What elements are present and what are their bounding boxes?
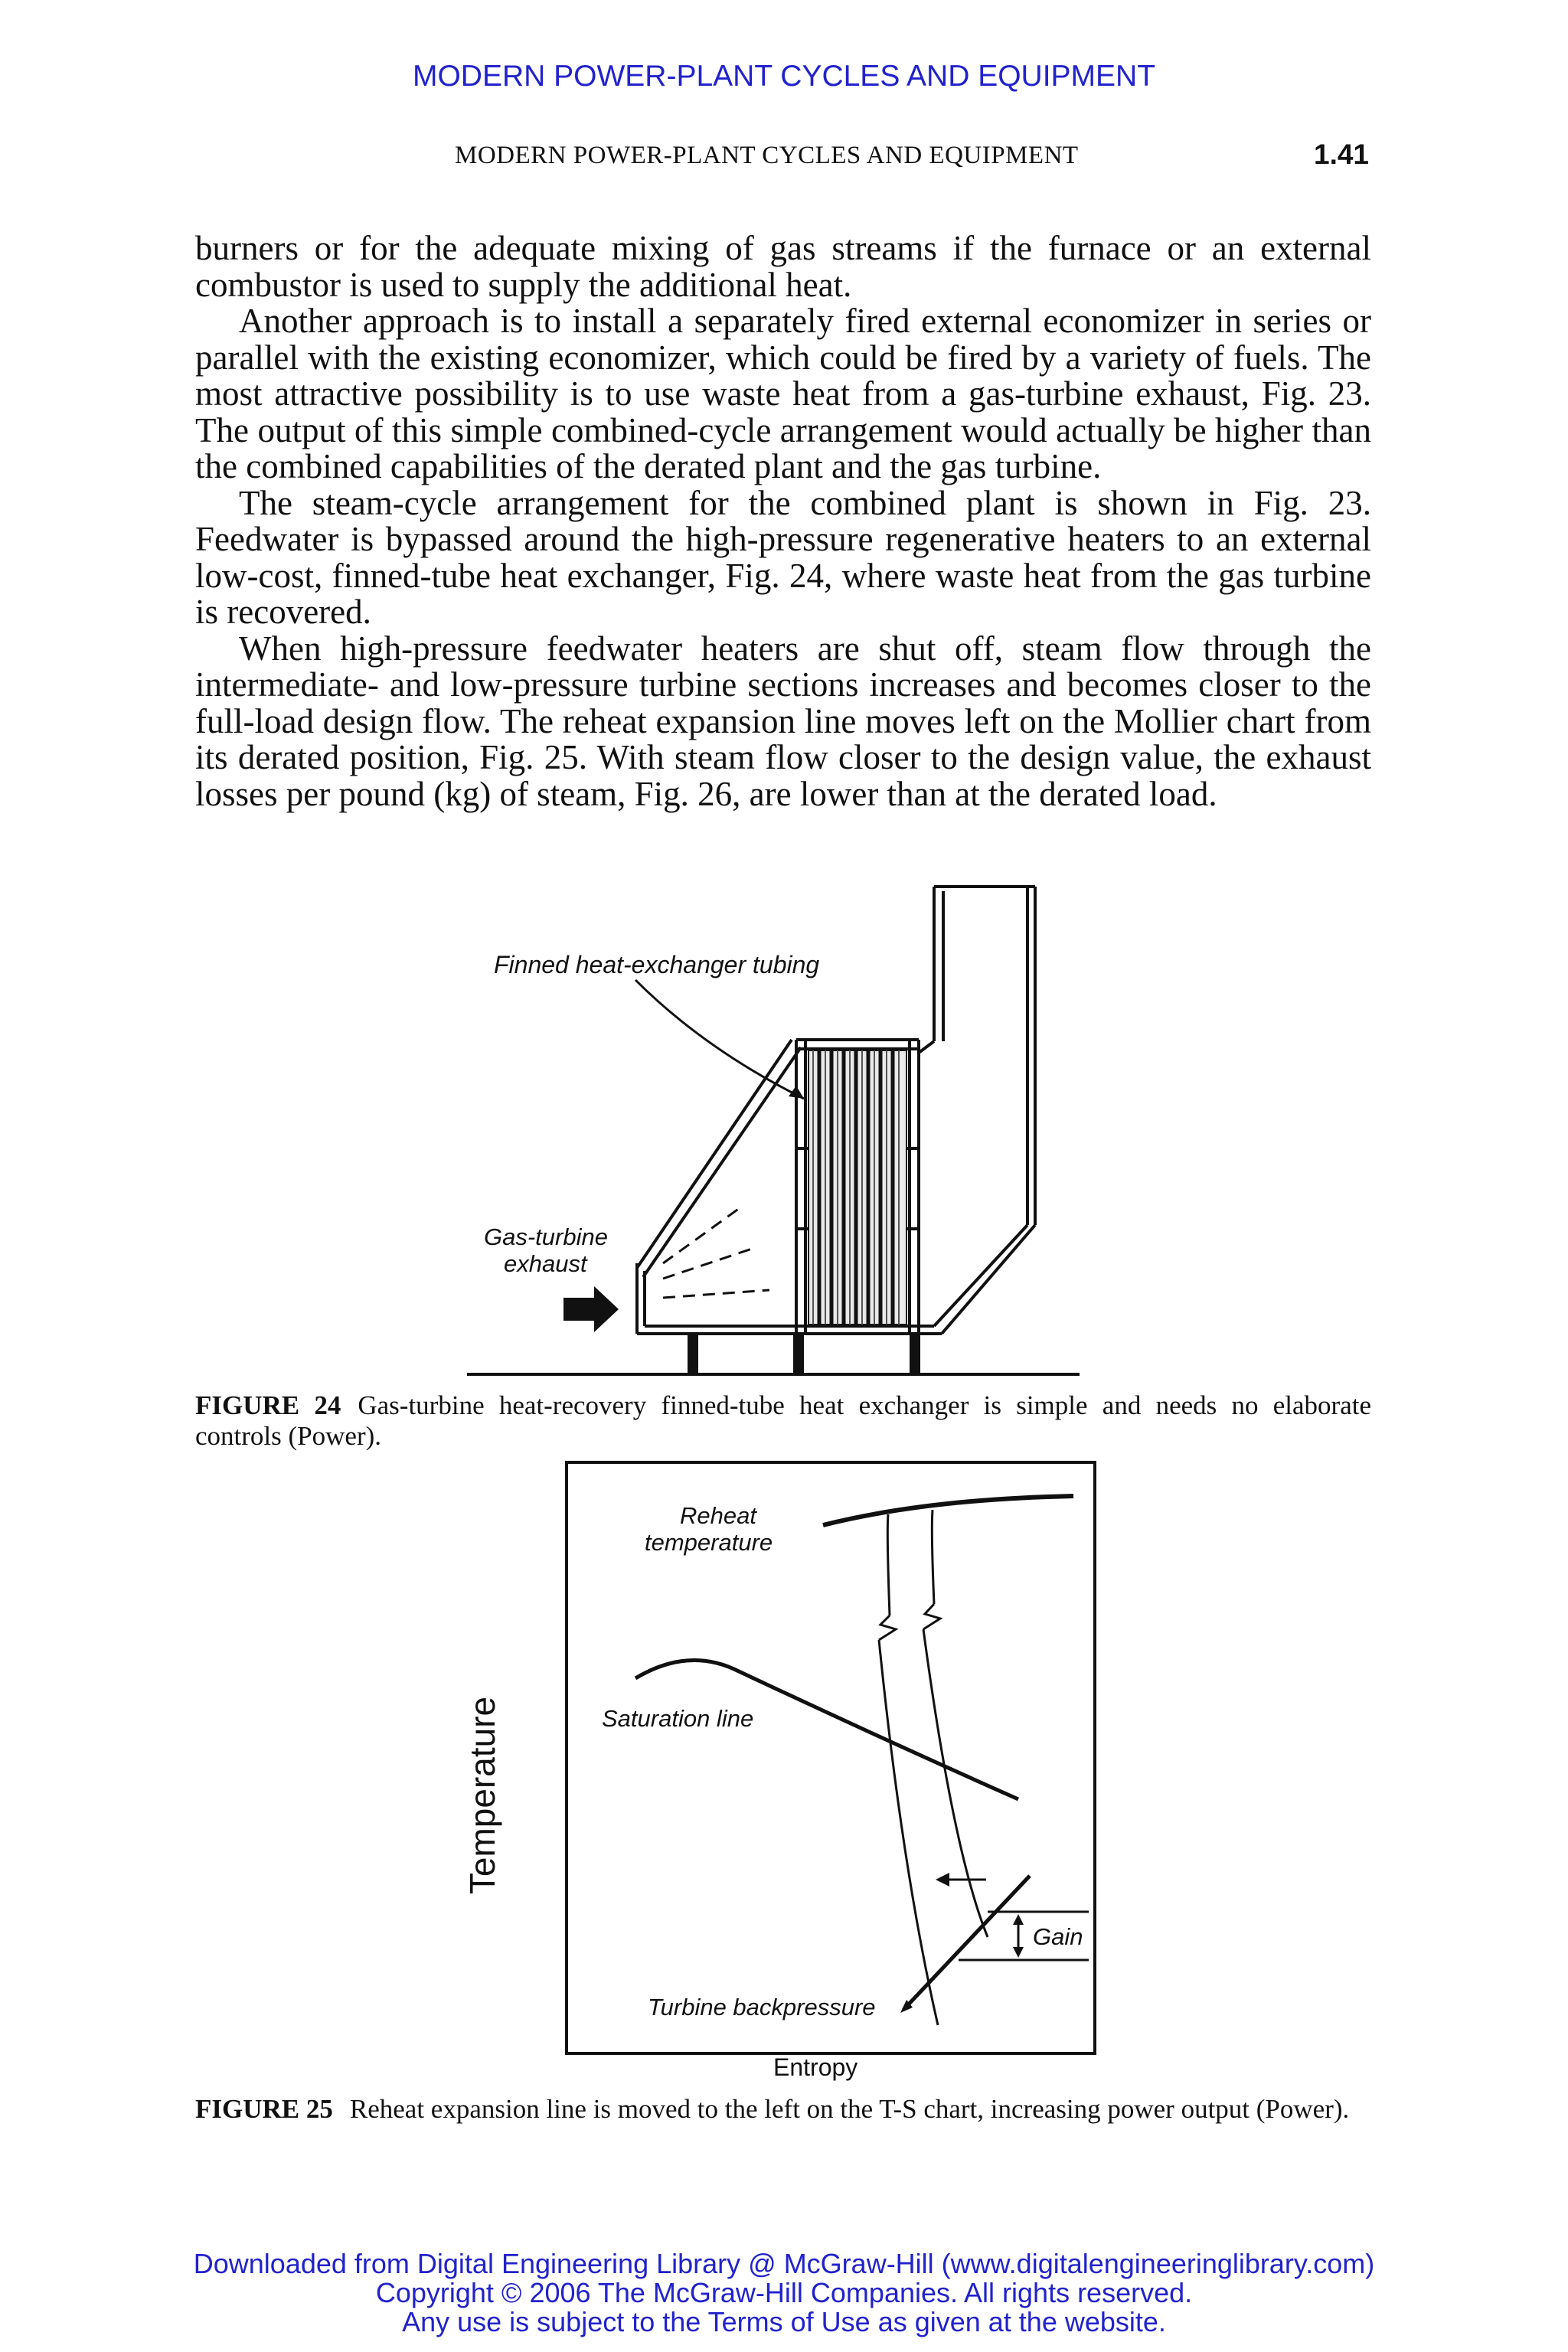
body-text xyxy=(195,230,1371,812)
caption-text: Reheat expansion line is moved to the left on the T-S chart, increasing power output (Power). xyxy=(349,2094,1350,2124)
paragraph: The steam-cycle arrangement for the combined plant is shown in Fig. 23. Feedwater is bypassed around the high-pressure regenerative heaters to an external low-cost, finned-tube heat exchanger, Fig. 24, where waste heat from the gas turbine is recovered. xyxy=(195,483,1371,631)
footer-line: Copyright © 2006 The McGraw-Hill Companies. All rights reserved. xyxy=(375,2277,1193,2308)
label-exhaust: exhaust xyxy=(504,1250,587,1277)
footer-line: Any use is subject to the Terms of Use as given at the website. xyxy=(402,2306,1166,2337)
paragraph: Another approach is to install a separately fired external economizer in series or parallel with the existing economizer, which could be fired by a variety of fuels. The most attractive possibility is to use waste heat from a gas-turbine exhaust, Fig. 23. The output of this simple combined-cycle arrangement would actually be higher than the combined capabilities of the derated plant and the gas turbine. xyxy=(195,302,1371,485)
label-finned-tubing: Finned heat-exchanger tubing xyxy=(494,951,820,978)
paragraph: burners or for the adequate mixing of gas streams if the furnace or an external combustor is used to supply the additional heat. xyxy=(195,229,1371,304)
page-number: 1.41 xyxy=(1314,139,1370,170)
top-banner-title: MODERN POWER-PLANT CYCLES AND EQUIPMENT xyxy=(412,60,1156,93)
label-reheat: Reheat xyxy=(680,1502,756,1529)
y-axis-label: Temperature xyxy=(462,1696,502,1895)
label-temperature-curve: temperature xyxy=(645,1529,773,1556)
figure-24-caption xyxy=(195,1390,1371,1452)
running-head: MODERN POWER-PLANT CYCLES AND EQUIPMENT xyxy=(455,142,1079,169)
label-gain: Gain xyxy=(1033,1923,1083,1950)
figure-25-chart xyxy=(559,1455,1110,2060)
exhaust-arrow-icon xyxy=(564,1286,619,1332)
footer xyxy=(0,2249,1568,2337)
shift-arrow-icon xyxy=(936,1873,949,1886)
figure-number: FIGURE 25 xyxy=(195,2094,333,2124)
figure-number: FIGURE 24 xyxy=(195,1390,341,1420)
figure-25-caption xyxy=(195,2094,1371,2125)
paragraph: When high-pressure feedwater heaters are shut off, steam flow through the intermediate- and low-pressure turbine sections increases and becomes closer to the full-load design flow. The reheat expansion line moves left on the Mollier chart from its derated position, Fig. 25. With steam flow closer to the design value, the exhaust losses per pound (kg) of steam, Fig. 26, are lower than at the derated load. xyxy=(195,629,1371,813)
label-turbine-backpressure: Turbine backpressure xyxy=(648,1994,876,2020)
footer-line: Downloaded from Digital Engineering Library @ McGraw-Hill (www.digitalengineeringlibrary.com) xyxy=(193,2248,1375,2279)
label-gas-turbine: Gas-turbine xyxy=(484,1223,608,1250)
x-axis-label: Entropy xyxy=(773,2053,858,2081)
reheat-temperature-curve xyxy=(823,1496,1073,1525)
backpressure-line xyxy=(903,1876,1030,2010)
label-saturation-line: Saturation line xyxy=(602,1705,754,1732)
finned-tube-bank xyxy=(808,1050,906,1325)
caption-text: Gas-turbine heat-recovery finned-tube heat exchanger is simple and needs no elaborate controls (Power). xyxy=(195,1390,1371,1451)
